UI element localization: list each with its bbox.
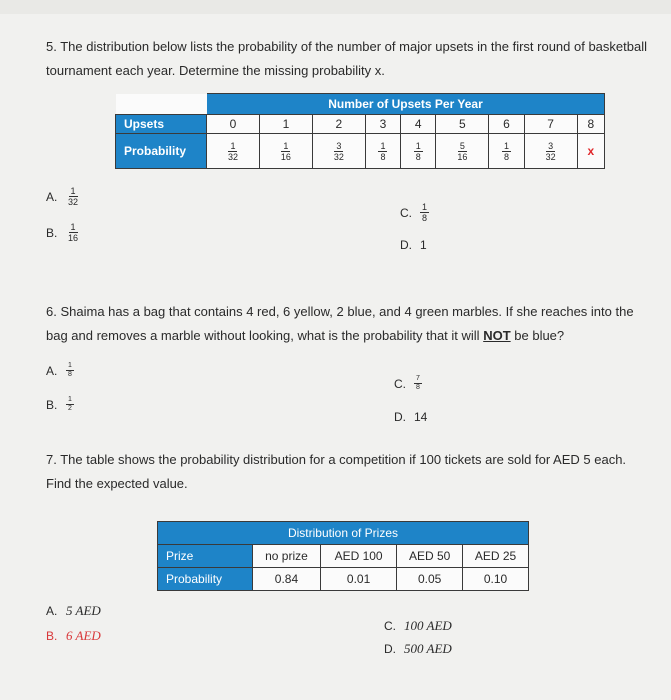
- q6-option-c-label: C.: [394, 376, 406, 391]
- fraction-num: 1: [503, 140, 509, 151]
- probability-cell: [312, 134, 365, 169]
- upsets-cell: 7: [524, 115, 577, 134]
- q5-option-c-fraction: [420, 202, 429, 223]
- upsets-cell: 6: [489, 115, 524, 134]
- q6-option-c-num: 7: [416, 375, 420, 382]
- q5-option-d-label: D.: [400, 238, 412, 252]
- probability-cell: [401, 134, 436, 169]
- q5-option-b-label: B.: [46, 225, 58, 240]
- question-5: [46, 35, 656, 83]
- prize-probability-cell: 0.10: [463, 568, 529, 591]
- question-7: [46, 448, 646, 496]
- prize-cell: AED 100: [320, 545, 396, 568]
- upsets-cell: 3: [365, 115, 400, 134]
- q5-option-c-den: 8: [422, 213, 428, 223]
- q7-option-b-label: B.: [46, 629, 58, 643]
- prizes-table-title: Distribution of Prizes: [158, 522, 529, 545]
- q5-option-d-value: 1: [420, 238, 427, 252]
- q5-option-a-num: 1: [70, 186, 76, 196]
- question-6-emphasis: NOT: [483, 328, 511, 343]
- fraction-num: 1: [230, 140, 236, 151]
- q6-option-c[interactable]: [394, 375, 422, 392]
- q6-option-b-fraction: [66, 396, 74, 413]
- fraction-num: 3: [336, 140, 342, 151]
- q6-option-b-label: B.: [46, 397, 58, 412]
- upsets-cell: 0: [207, 115, 260, 134]
- probability-fraction: [544, 141, 558, 162]
- q6-option-a-fraction: [66, 362, 74, 379]
- question-6-text: Shaima has a bag that contains 4 red, 6 yellow, 2 blue, and 4 green marbles. If she reaches into the bag and removes a marble without looking, what is the probability that it will: [46, 304, 634, 343]
- probability-cell: [365, 134, 400, 169]
- q5-option-a-label: A.: [46, 189, 58, 204]
- q6-option-b-num: 1: [68, 396, 72, 403]
- q6-option-d-value: 14: [414, 410, 428, 424]
- prize-cell: no prize: [253, 545, 321, 568]
- question-7-text: The table shows the probability distribution for a competition if 100 tickets are sold for AED 5 each. Find the expected value.: [46, 452, 627, 491]
- q7-option-a[interactable]: [46, 603, 101, 619]
- probability-fraction: [414, 141, 423, 162]
- upsets-cell: 2: [312, 115, 365, 134]
- question-6-text-end: be blue?: [514, 328, 565, 343]
- fraction-num: 3: [548, 140, 554, 151]
- upsets-cell: 1: [259, 115, 312, 134]
- fraction-den: 8: [415, 151, 421, 162]
- prize-cell: AED 25: [463, 545, 529, 568]
- upsets-table-group-header: Number of Upsets Per Year: [207, 94, 605, 115]
- probability-fraction: [332, 141, 346, 162]
- q5-option-d[interactable]: [400, 238, 427, 252]
- prize-probability-cell: 0.01: [320, 568, 396, 591]
- q5-option-b-den: 16: [68, 233, 79, 243]
- probability-fraction: [378, 141, 387, 162]
- q6-option-a[interactable]: [46, 362, 74, 379]
- question-6-number: 6.: [46, 304, 57, 319]
- q7-option-c-value: 100 AED: [404, 618, 452, 633]
- fraction-den: 16: [457, 151, 468, 162]
- q7-option-d[interactable]: [384, 641, 452, 657]
- fraction-den: 32: [545, 151, 556, 162]
- q5-option-b-num: 1: [70, 222, 76, 232]
- probability-row-label: Probability: [116, 134, 207, 169]
- upsets-cell: 8: [577, 115, 604, 134]
- upsets-row-label: Upsets: [116, 115, 207, 134]
- fraction-den: 8: [503, 151, 509, 162]
- q7-option-d-value: 500 AED: [404, 641, 452, 656]
- q5-option-a-fraction: [66, 186, 80, 207]
- q6-option-d[interactable]: [394, 410, 427, 424]
- q7-option-d-label: D.: [384, 642, 396, 656]
- top-edge: [0, 0, 671, 14]
- prize-probability-cell: 0.05: [397, 568, 463, 591]
- fraction-num: 5: [459, 140, 465, 151]
- q5-option-b[interactable]: [46, 222, 80, 243]
- q5-option-a-den: 32: [68, 197, 79, 207]
- q5-option-c-num: 1: [422, 202, 428, 212]
- probability-cell: [436, 134, 489, 169]
- question-5-number: 5.: [46, 39, 57, 54]
- q7-option-a-value: 5 AED: [66, 603, 101, 618]
- q6-option-a-label: A.: [46, 363, 58, 378]
- q6-option-d-label: D.: [394, 410, 406, 424]
- upsets-cell: 4: [401, 115, 436, 134]
- upsets-table: [115, 93, 605, 169]
- fraction-num: 1: [415, 140, 421, 151]
- probability-fraction: [455, 141, 469, 162]
- q6-option-a-den: 8: [68, 371, 72, 378]
- missing-probability-cell: x: [577, 134, 604, 169]
- q7-option-b-value: 6 AED: [66, 628, 101, 643]
- q5-option-c-label: C.: [400, 205, 412, 220]
- prize-cell: AED 50: [397, 545, 463, 568]
- q7-option-a-label: A.: [46, 604, 58, 618]
- question-5-text: The distribution below lists the probability of the number of major upsets in the first round of basketball tournament each year. Determine the missing probability x.: [46, 39, 647, 78]
- q7-option-c[interactable]: [384, 618, 452, 634]
- probability-cell: [489, 134, 524, 169]
- q6-option-b-den: 2: [68, 405, 72, 412]
- q5-option-b-fraction: [66, 222, 80, 243]
- prize-row-label: Prize: [158, 545, 253, 568]
- question-7-number: 7.: [46, 452, 57, 467]
- q6-option-c-den: 8: [416, 384, 420, 391]
- probability-fraction: [279, 141, 293, 162]
- probability-cell: [207, 134, 260, 169]
- probability-fraction: [502, 141, 511, 162]
- q5-option-c[interactable]: [400, 202, 429, 223]
- q6-option-c-fraction: [414, 375, 422, 392]
- prize-probability-cell: 0.84: [253, 568, 321, 591]
- probability-fraction: [226, 141, 240, 162]
- q5-option-a[interactable]: [46, 186, 80, 207]
- fraction-num: 1: [283, 140, 289, 151]
- q6-option-b[interactable]: [46, 396, 74, 413]
- q6-option-a-num: 1: [68, 362, 72, 369]
- fraction-den: 32: [227, 151, 238, 162]
- q7-option-b[interactable]: [46, 628, 101, 644]
- probability-row-label-2: Probability: [158, 568, 253, 591]
- q7-option-c-label: C.: [384, 619, 396, 633]
- fraction-den: 16: [280, 151, 291, 162]
- question-6: [46, 300, 646, 348]
- upsets-cell: 5: [436, 115, 489, 134]
- prizes-table: [157, 521, 529, 591]
- probability-cell: [259, 134, 312, 169]
- fraction-den: 32: [333, 151, 344, 162]
- fraction-den: 8: [380, 151, 386, 162]
- probability-cell: [524, 134, 577, 169]
- fraction-num: 1: [380, 140, 386, 151]
